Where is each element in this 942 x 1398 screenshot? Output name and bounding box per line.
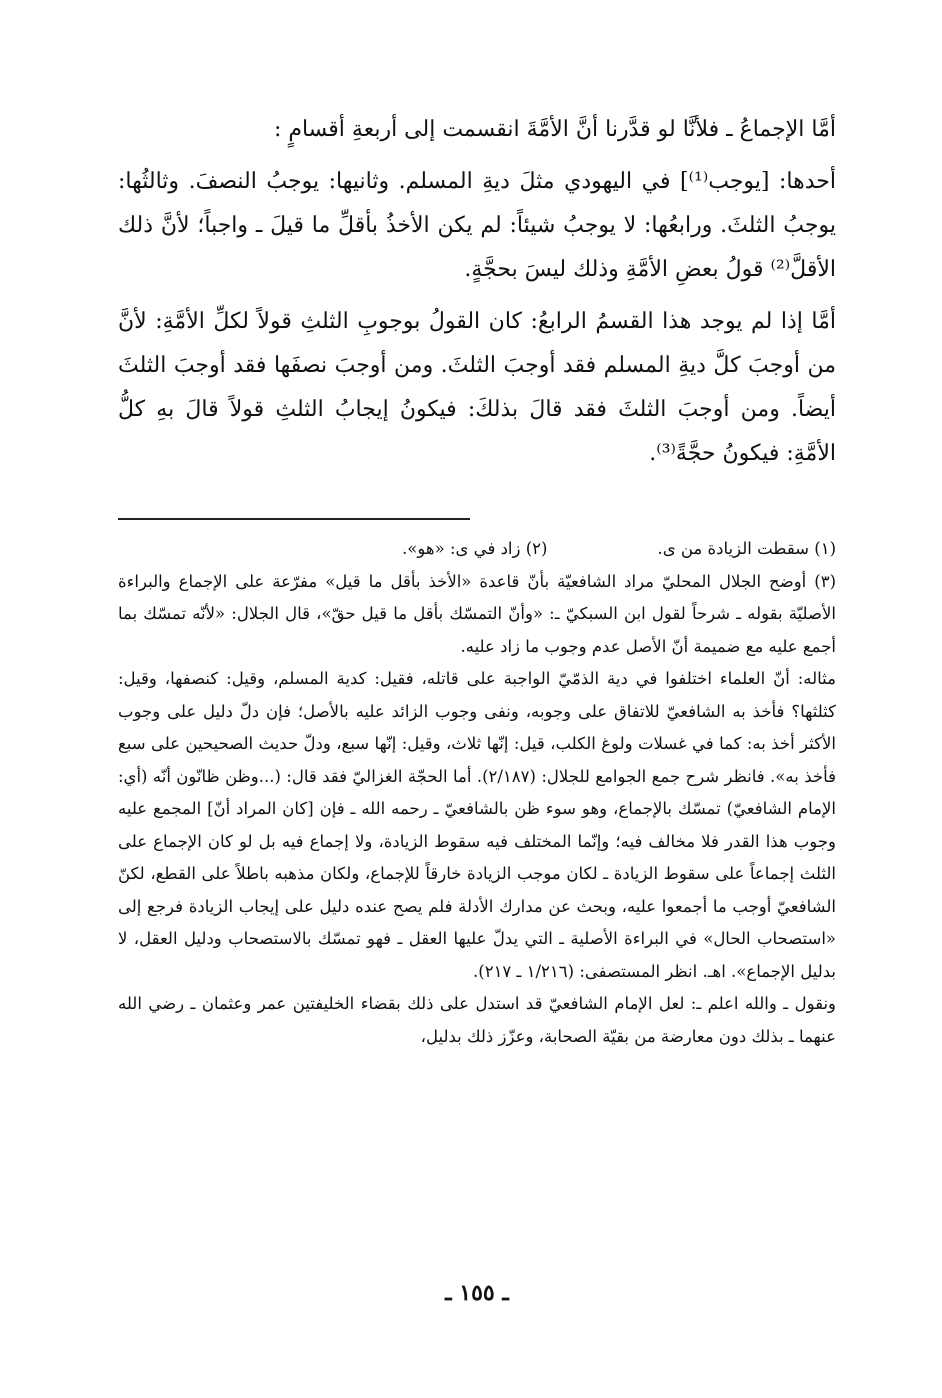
footnote-divider	[118, 518, 470, 520]
footnotes	[118, 533, 836, 1053]
footnote-1: (١) سقطت الزيادة من ى.	[657, 539, 836, 558]
footnote-3-intro: (٣) أوضح الجلال المحليّ مراد الشافعيّة بأنّ قاعدة «الأخذ بأقل ما قيل» مفرّعة على الإجماع والبراءة الأصليّة بقوله ـ شرحاً لقول ابن السبكيّ ـ: «وأنّ التمسّك بأقل ما قيل حقّ»، قال الجلال: «لأنّه تمسّك بما أجمع عليه مع ضميمة أنّ الأصل عدم وجوب ما زاد عليه.	[118, 571, 837, 656]
paragraph-ijma-intro: أمَّا الإجماعُ ـ فلأنَّا لو قدَّرنا أنَّ الأمَّةَ انقسمت إلى أربعةِ أقسامٍ :	[273, 117, 836, 142]
page-number: ـ ١٥٥ ـ	[445, 1280, 509, 1306]
main-text	[118, 108, 836, 476]
footnote-2: (٢) زاد في ى: «هو».	[402, 539, 548, 558]
paragraph-third-consensus: أمَّا إذا لم يوجد هذا القسمُ الرابعُ: كان القولُ بوجوبِ الثلثِ قولاً لكلِّ الأمَّةِ: لأنَّ من أوجبَ كلَّ ديةِ المسلم فقد أوجبَ الثلثَ. ومن أوجبَ نصفَها فقد أوجبَ الثلثَ أيضاً. ومن أوجبَ الثلثَ فقد قالَ بذلكَ: فيكونُ إيجابُ الثلثِ قولاً قالَ بهِ كلُّ الأمَّةِ: فيكونُ حجَّةً⁽³⁾.	[118, 309, 836, 466]
paragraph-four-opinions: أحدها: [يوجب⁽¹⁾] في اليهودي مثلَ ديةِ المسلم. وثانيها: يوجبُ النصفَ. وثالثُها: يوجبُ الثلثَ. ورابعُها: لا يوجبُ شيئاً: لم يكن الأخذُ بأقلِّ ما قيلَ ـ واجباً؛ لأنَّ ذلك الأقلَّ⁽²⁾ قولُ بعضِ الأمَّةِ وذلك ليسَ بحجَّةٍ.	[118, 169, 836, 282]
book-page	[118, 108, 836, 1338]
footnote-3-example: مثاله: أنّ العلماء اختلفوا في دية الذمّيّ الواجبة على قاتله، فقيل: كدية المسلم، وقيل: كنصفها، وقيل: كثلثها؟ فأخذ به الشافعيّ للاتفاق على وجوبه، ونفى وجوب الزائد عليه بالأصل؛ فإن دلّ دليل على وجوب الأكثر أخذ به: كما في غسلات ولوغ الكلب، قيل: إنّها ثلاث، وقيل: إنّها سبع، ودلّ حديث الصحيحين على سبع فأخذ به». فانظر شرح جمع الجوامع للجلال: (٢/١٨٧). أما الحجّة الغزاليّ فقد قال: (...وظن ظانّون أنّه (أي: الإمام الشافعيّ) تمسّك بالإجماع، وهو سوء ظن بالشافعيّ ـ رحمه الله ـ فإن [كان المراد أنّ] المجمع عليه وجوب هذا القدر فلا مخالف فيه؛ وإنّما المختلف فيه سقوط الزيادة، ولا إجماع فيه بل لو كان الإجماع على الثلث إجماعاً على سقوط الزيادة ـ لكان موجب الزيادة خارقاً للإجماع، ولكان مذهبه باطلاً على القطع، لكنّ الشافعيّ أوجب ما أجمعوا عليه، وبحث عن مدارك الأدلة فلم يصح عنده دليل على إيجاب الزيادة فرجع إلى «استصحاب الحال» في البراءة الأصلية ـ التي يدلّ عليها العقل ـ فهو تمسّك بالاستصحاب ودليل العقل، لا بدليل الإجماع». اهـ. انظر المستصفى: (١/٢١٦ ـ ٢١٧).	[118, 669, 836, 981]
footnote-row-1-2	[118, 533, 836, 566]
footnote-3-conclusion: ونقول ـ والله اعلم ـ: لعل الإمام الشافعيّ قد استدل على ذلك بقضاء الخليفتين عمر وعثمان ـ رضي الله عنهما ـ بذلك دون معارضة من بقيّة الصحابة، وعزّز ذلك بدليل،	[118, 994, 836, 1046]
